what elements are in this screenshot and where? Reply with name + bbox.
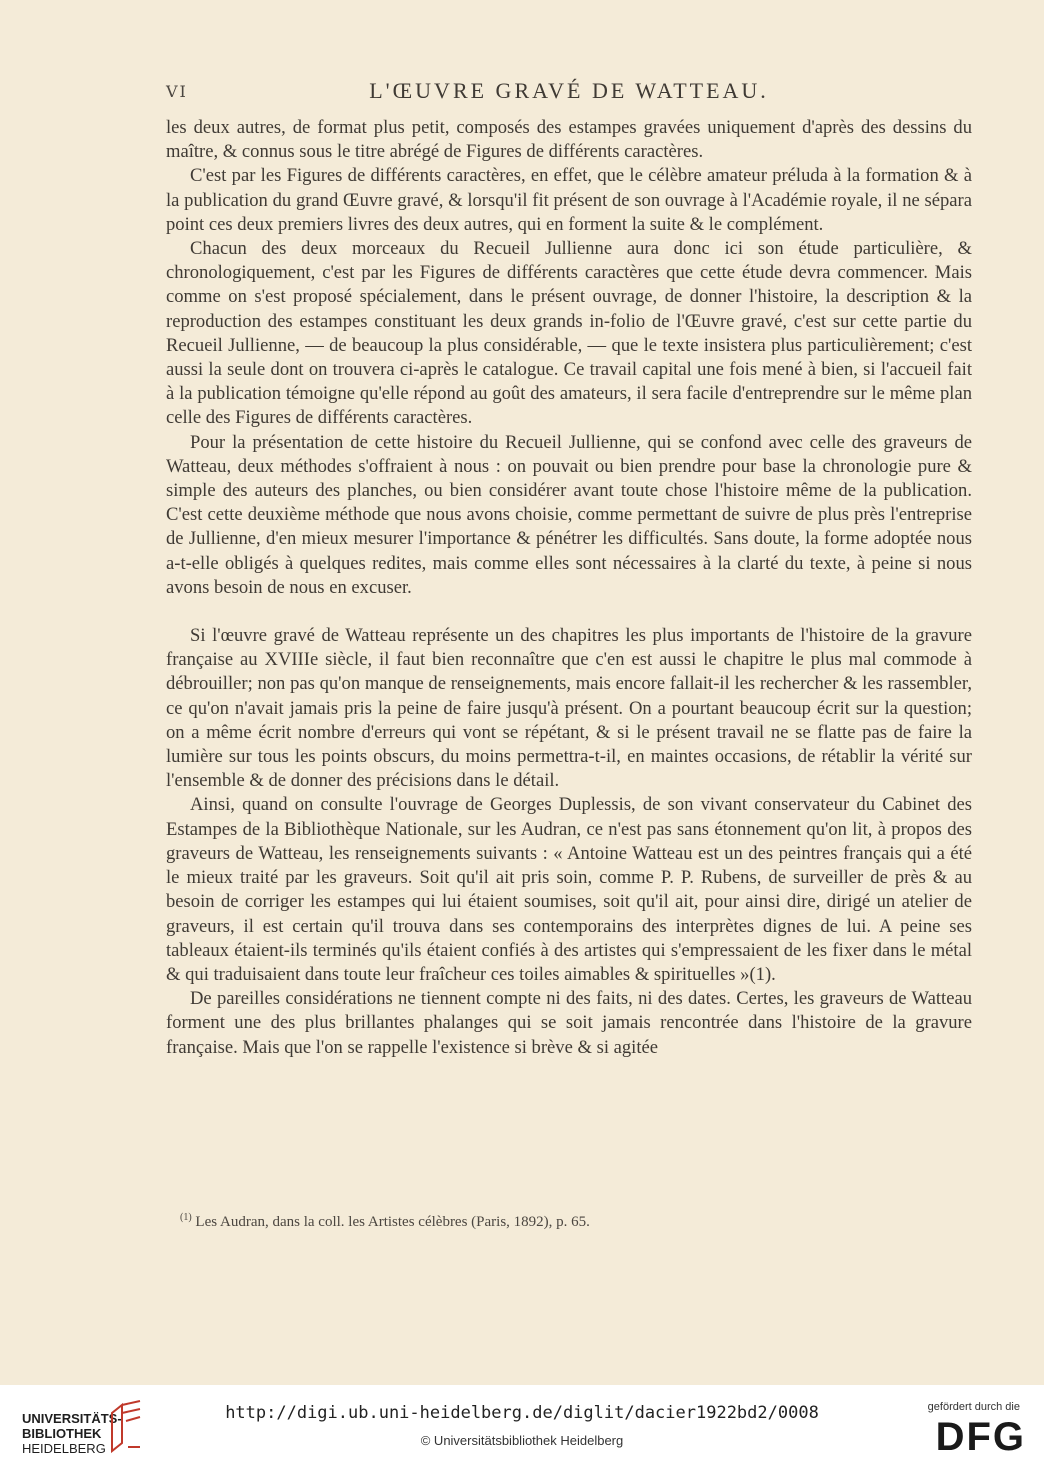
running-header <box>166 78 972 108</box>
dfg-logo: DFG <box>935 1415 1026 1459</box>
footnote-text: Les Audran, dans la coll. les Artistes célèbres (Paris, 1892), p. 65. <box>195 1214 590 1230</box>
paragraph: De pareilles considérations ne tiennent compte ni des faits, ni des dates. Certes, les graveurs de Watteau forment une des plus brillantes phalanges qui se soit jamais rencontrée dans l'histoire de la gravure française. Mais que l'on se rappelle l'existence si brève & si agitée <box>166 988 972 1058</box>
library-line: BIBLIOTHEK <box>22 1426 102 1441</box>
paragraph: Ainsi, quand on consulte l'ouvrage de Georges Duplessis, de son vivant conservateur du Cabinet des Estampes de la Bibliothèque Nationale, sur les Audran, ce n'est pas sans étonnement qu'on lit, à propos des graveurs de Watteau, les renseignements suivants : « Antoine Watteau est un des peintres français qui a été le mieux traité par les graveurs. Soit qu'il ait pris soin, comme P. P. Rubens, de surveiller de près & au besoin de corriger les estampes qui lui étaient soumises, soit qu'il ait, pour ainsi dire, dirigé un atelier de graveurs, il est certain qu'il trouva dans ses contemporains des interprètes dignes de lui. A peine ses tableaux étaient-ils terminés qu'ils étaient confiés à des artistes qui s'empressaient de les fixer dans le métal & qui traduisaient dans toute leur fraîcheur ces toiles aimables & spirituelles »(1). <box>166 794 972 985</box>
library-line: UNIVERSITÄTS- <box>22 1411 122 1426</box>
copyright-notice: © Universitätsbibliothek Heidelberg <box>420 1433 624 1448</box>
body-text <box>166 116 972 1060</box>
library-line: HEIDELBERG <box>22 1441 106 1456</box>
page-title: L'ŒUVRE GRAVÉ DE WATTEAU. <box>369 78 769 103</box>
funded-by-label: gefördert durch die <box>927 1401 1020 1413</box>
footnote-marker: (1) <box>180 1212 192 1223</box>
paragraph: C'est par les Figures de différents caractères, en effet, que le célèbre amateur préluda à la formation & à la publication du grand Œuvre gravé, & lorsqu'il fit présent de son ouvrage à l'Académie royale, il ne sépara point ces deux premiers livres des deux autres, qui en forment la suite & le complément. <box>166 165 972 235</box>
paragraph: les deux autres, de format plus petit, composés des estampes gravées uniquement d'après des dessins du maître, & connus sous le titre abrégé de Figures de différents caractères. <box>166 117 972 163</box>
paragraph: Si l'œuvre gravé de Watteau représente un des chapitres les plus importants de l'histoire de la gravure française au XVIIIe siècle, il faut bien reconnaître que c'en est aussi le chapitre le plus mal commode à débrouiller; non pas qu'on manque de renseignements, mais encore fallait-il les rechercher & les rassembler, ce qu'on n'avait jamais pris la peine de faire jusqu'à présent. On a pourtant beaucoup écrit sur la question; on a même écrit nombre d'erreurs qui vont se répétant, & si le présent travail ne se flatte pas de faire la lumière sur tous les points obscurs, du moins permettra-t-il, en maintes occasions, de rétablir la vérité sur l'ensemble & de donner des précisions dans le détail. <box>166 625 972 792</box>
permalink-url[interactable]: http://digi.ub.uni-heidelberg.de/diglit/dacier1922bd2/0008 <box>225 1403 819 1423</box>
paragraph: Pour la présentation de cette histoire du Recueil Jullienne, qui se confond avec celle des graveurs de Watteau, deux méthodes s'offraient à nous : on pouvait ou bien prendre pour base la chronologie pure & simple des auteurs des planches, ou bien considérer avant toute chose l'histoire même de la publication. C'est cette deuxième méthode que nous avons choisie, comme permettant de suivre de plus près l'entreprise de Jullienne, d'en mieux mesurer l'importance & pénétrer les difficultés. Sans doute, la forme adoptée nous a-t-elle obligés à quelques redites, mais comme elles sont nécessaires à la clarté du texte, à peine si nous avons besoin de nous en excuser. <box>166 431 972 598</box>
paragraph: Chacun des deux morceaux du Recueil Jullienne aura donc ici son étude particulière, & chronologiquement, c'est par les Figures de différents caractères que cette étude devra commencer. Mais comme on s'est proposé spécialement, dans le présent ouvrage, de donner l'histoire, la description & la reproduction des estampes constituant les deux grands in-folio de l'Œuvre gravé, c'est sur cette partie du Recueil Jullienne, — de beaucoup la plus considérable, — que le texte insistera plus particulièrement; c'est aussi la seule dont on trouvera ci-après le catalogue. Ce travail capital une fois mené à bien, si l'accueil fait à la publication témoigne qu'elle répond au goût des amateurs, il sera facile d'entreprendre sur le même plan celle des Figures de différents caractères. <box>166 238 972 429</box>
footnote <box>180 1212 960 1231</box>
page-number: VI <box>166 82 188 101</box>
digitization-footer <box>0 1385 1044 1469</box>
